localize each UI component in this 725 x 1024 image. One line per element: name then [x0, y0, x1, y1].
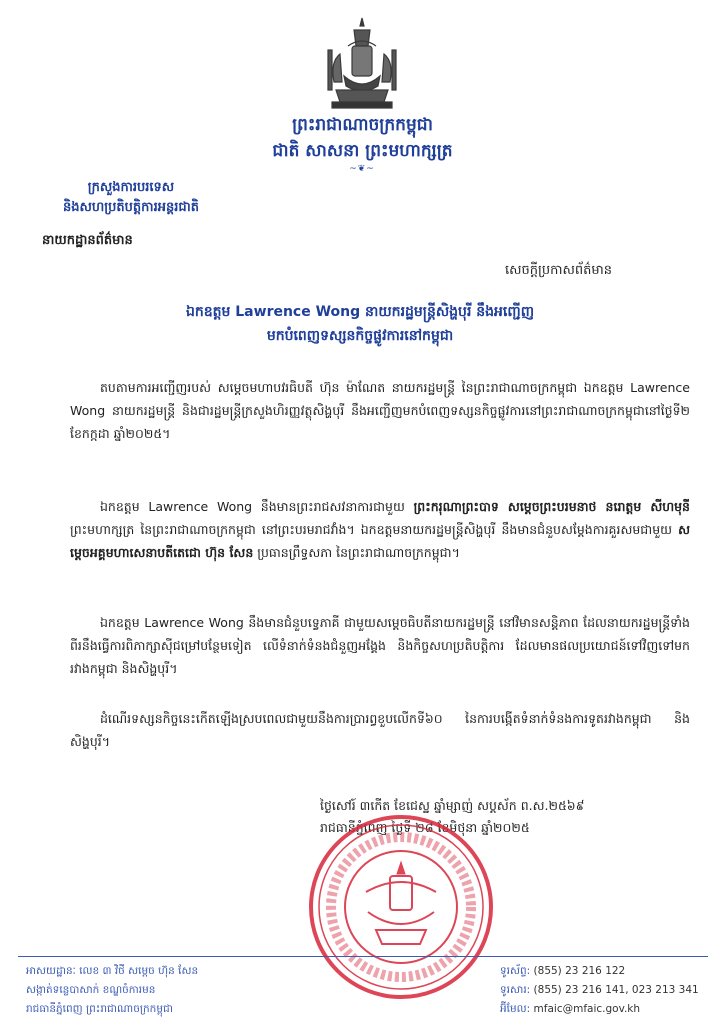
royal-coat-of-arms-icon: [318, 16, 406, 112]
paragraph-3: ឯកឧត្តម Lawrence Wong នឹងមានជំនួបទ្វេភាគី ជាមួយសម្តេចធិបតីនាយករដ្ឋមន្ត្រី នៅវិមានសន្តិភាព ដែលនាយករដ្ឋមន្ត្រីទាំងពីរនឹងធ្វើការពិភាក្សាស៊ីជម្រៅបន្ថែមទៀត លើទំនាក់ទំនងជំនួញអង្គែង និងកិច្ចសហប្រតិបត្តិការ ដែលមានផលប្រយោជន៍ទៅវិញទៅមក រវាងកម្ពុជា និងសិង្ហបុរី។: [70, 615, 690, 676]
address-line-1: អាសយដ្ឋានៈ លេខ ៣ វិថី សម្តេច ហ៊ុន សែន: [26, 965, 199, 977]
email-row[interactable]: [500, 1000, 699, 1019]
paragraph-4: ដំណើរទស្សនកិច្ចនេះកើតឡើងស្របពេលជាមួយនឹងការប្រារព្ធខួបលើកទី៦០ នៃការបង្កើតទំនាក់ទំនងការទូតរវាងកម្ពុជា និងសិង្ហបុរី។: [70, 711, 690, 749]
footer-contacts: [500, 962, 699, 1019]
divider-ornament: ~❦~: [349, 164, 375, 174]
motto-line: ជាតិ សាសនា ព្រះមហាក្សត្រ: [272, 141, 453, 161]
fax-value: (855) 23 216 141, 023 213 341: [533, 984, 699, 996]
phone-label: ទូរស័ព្ទ:: [500, 965, 531, 977]
ministry-line-2: និងសហប្រតិបត្តិការអន្តរជាតិ: [63, 200, 199, 215]
p2-text-b: ព្រះមហាក្សត្រ នៃព្រះរាជាណាចក្រកម្ពុជា នៅព្រះបរមរាជវាំង។ ឯកឧត្តមនាយករដ្ឋមន្ត្រីសិង្ហបុរី នឹងមានជំនួបសម្តែងការគួរសមជាមួយ: [70, 522, 679, 537]
footer-divider: [18, 956, 708, 957]
email-value[interactable]: mfaic@mfaic.gov.kh: [533, 1003, 641, 1015]
headline-line-1: ឯកឧត្តម Lawrence Wong នាយករដ្ឋមន្ត្រីសិង្ហបុរី នឹងអញ្ជើញ: [185, 304, 535, 320]
address-line-2: សង្កាត់ទន្លេបាសាក់ ខណ្ឌចំការមន: [26, 984, 156, 996]
ministry-line-1: ក្រសួងការបរទេស: [87, 180, 175, 195]
address-line-3: រាជធានីភ្នំពេញ ព្រះរាជាណាចក្រកម្ពុជា: [26, 1003, 173, 1015]
paragraph-2: [70, 495, 690, 564]
press-headline: [90, 300, 630, 348]
p2-king-name: ព្រះករុណាព្រះបាទ សម្តេចព្រះបរមនាថ នរោត្តម សីហមុនី: [413, 499, 690, 514]
ministry-title: [26, 178, 236, 218]
fax-row: [500, 981, 699, 1000]
p2-text-a: ឯកឧត្តម Lawrence Wong នឹងមានព្រះរាជសវនាការជាមួយ: [100, 499, 414, 514]
phone-row: [500, 962, 699, 981]
email-label: អ៊ីមែល:: [500, 1003, 531, 1015]
kingdom-title: [230, 112, 495, 164]
headline-line-2: មកបំពេញទស្សនកិច្ចផ្លូវការនៅកម្ពុជា: [266, 328, 454, 344]
solar-date: រាជធានីភ្នំពេញ ថ្ងៃទី ២៨ ខែមិថុនា ឆ្នាំ២០២៥: [320, 820, 530, 835]
paragraph-1: តបតាមការអញ្ជើញរបស់ សម្តេចមហាបវរធិបតី ហ៊ុន ម៉ាណែត នាយករដ្ឋមន្ត្រី នៃព្រះរាជាណាចក្រកម្ពុជា ឯកឧត្តម Lawrence Wong នាយករដ្ឋមន្ត្រី និងជារដ្ឋមន្ត្រីក្រសួងហិរញ្ញវត្ថុសិង្ហបុរី នឹងអញ្ជើញមកបំពេញទស្សនកិច្ចផ្លូវការនៅព្រះរាជាណាចក្រកម្ពុជានៅថ្ងៃទី២ ខែកក្កដា ឆ្នាំ២០២៥។: [70, 380, 690, 441]
fax-label: ទូរសារ:: [500, 984, 531, 996]
phone-value: (855) 23 216 122: [533, 965, 626, 977]
official-seal-icon: [306, 812, 496, 1002]
department-label: នាយកដ្ឋានព័ត៌មាន: [42, 233, 133, 248]
lunar-date: ថ្ងៃសៅរ៍ ៣កើត ខែជេស្ឋ ឆ្នាំម្សាញ់ សប្តស័ក ព.ស.២៥៦៩: [320, 798, 585, 813]
p2-senate-president: សម្តេចអគ្គមហាសេនាបតីតេជោ ហ៊ុន សែន: [70, 522, 690, 560]
footer-address: [26, 962, 198, 1019]
kingdom-line: ព្រះរាជាណាចក្រកម្ពុជា: [292, 115, 433, 135]
p2-text-c: ប្រធានព្រឹទ្ធសភា នៃព្រះរាជាណាចក្រកម្ពុជា។: [253, 545, 460, 560]
document-type: សេចក្តីប្រកាសព័ត៌មាន: [505, 263, 613, 278]
